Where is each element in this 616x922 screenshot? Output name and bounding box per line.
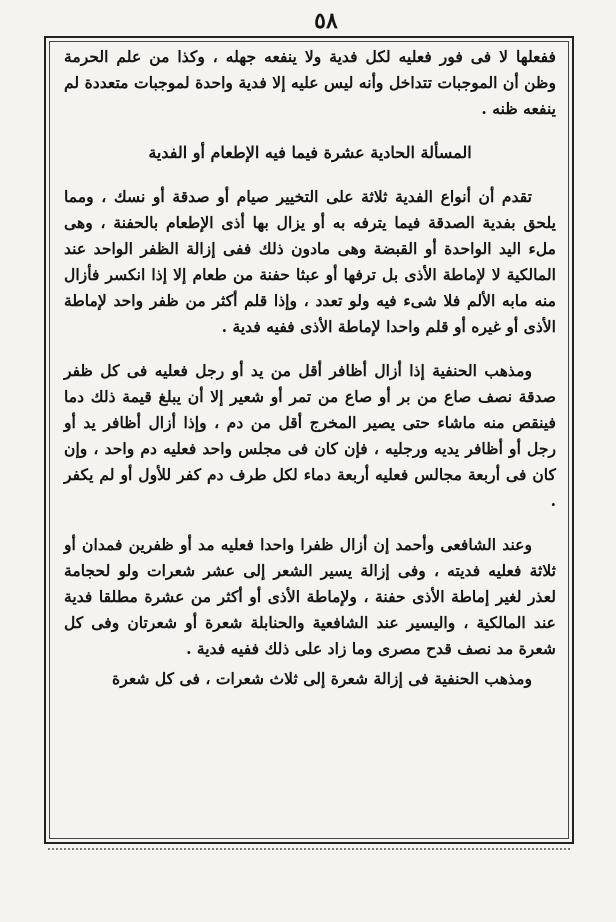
paragraph-shafii-ahmad: وعند الشافعى وأحمد إن أزال ظفرا واحدا فعليه مد أو ظفرين فمدان أو ثلاثة فعليه فديته ، وفى إزالة يسير الشعر إلى عشر شعرات ولو لحجامة لعذر لغير إماطة الأذى حفنة ، ولإماطة الأذى أو أكثر من عشرة مطلقا فدية عند المالكية ، واليسير عند الشافعية والحنابلة شعرة أو شعرتان وفى كل شعرة مد نصف قدح مصرى وما زاد على ذلك ففيه فدية . — [64, 535, 556, 658]
paragraph-continuation: ففعلها لا فى فور فعليه لكل فدية ولا ينفعه جهله ، وكذا من علم الحرمة وظن أن الموجبات تتداخل وأنه ليس عليه إلا فدية واحدة لموجبات متعددة لم ينفعه ظنه . — [64, 47, 556, 118]
page-body — [64, 44, 556, 692]
section-title: المسألة الحادية عشرة فيما فيه الإطعام أو الفدية — [148, 143, 472, 162]
bottom-divider — [48, 848, 570, 850]
page-number: ٥٨ — [314, 8, 338, 34]
paragraph-fidya-types: تقدم أن أنواع الفدية ثلاثة على التخيير صيام أو صدقة أو نسك ، ومما يلحق بفدية الصدقة فيما يترفه به أو يزال بها أذى الإطعام بالحفنة ، وهى ملء اليد الواحدة أو القبضة وهى مادون ذلك ففى إزالة الظفر الواحد عند المالكية لا لإماطة الأذى بل ترفها أو عبثا حفنة من طعام إلا إذا انكسر فأزال منه مابه الألم فلا شىء فيه ولو تعدد ، وإذا قلم أكثر من ظفر واحد لإماطة الأذى أو غيره أو قلم واحدا لإماطة الأذى ففيه فدية . — [64, 187, 556, 336]
paragraph-hanafi-hair: ومذهب الحنفية فى إزالة شعرة إلى ثلاث شعرات ، فى كل شعرة — [112, 669, 532, 688]
paragraph-hanafi-nails: ومذهب الحنفية إذا أزال أظافر أقل من يد أو رجل فعليه فى كل ظفر صدقة نصف صاع من بر أو صاع من تمر أو شعير إلا أن يبلغ قيمة ذلك دما فينقص منه ماشاء حتى يصير المخرج أقل من دم ، وإذا أزال أظافر يد أو رجل أو أظافر يديه ورجليه ، فإن كان فى مجلس واحد فعليه دم واحد ، وإن كان فى أربعة مجالس فعليه أربعة دماء لكل طرف دم كفر للأول أو لم يكفر . — [64, 361, 556, 510]
